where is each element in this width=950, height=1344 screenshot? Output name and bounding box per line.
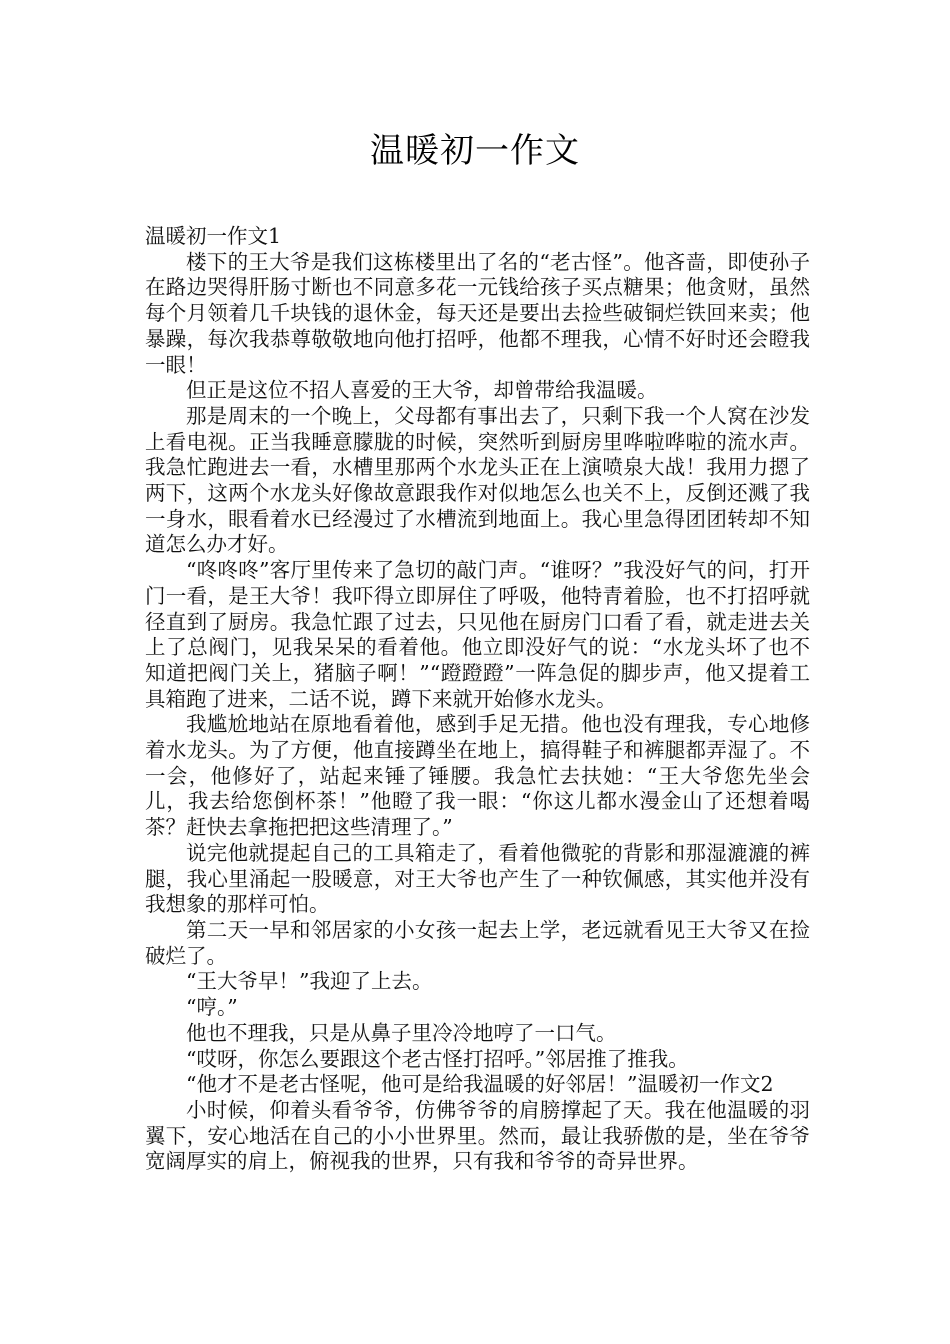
paragraph: “他才不是老古怪呢，他可是给我温暖的好邻居！”温暖初一作文2 xyxy=(186,1072,774,1097)
paragraph: 那是周末的一个晚上，父母都有事出去了，只剩下我一个人窝在沙发上看电视。正当我睡意朦胧的时候，突然听到厨房里哗啦哗啦的流水声。我急忙跑进去一看，水槽里那两个水龙头正在上演喷泉大战！我用力摁了两下，这两个水龙头好像故意跟我作对似地怎么也关不上，反倒还溅了我一身水，眼看着水已经漫过了水槽流到地面上。我心里急得团团转却不知道怎么办才好。 xyxy=(145,403,810,557)
paragraph: 楼下的王大爷是我们这栋楼里出了名的“老古怪”。他吝啬，即使孙子在路边哭得肝肠寸断也不同意多花一元钱给孩子买点糖果；他贪财，虽然每个月领着几千块钱的退休金，每天还是要出去捡些破铜烂铁回来卖；他暴躁，每次我恭尊敬敬地向他打招呼，他都不理我，心情不好时还会瞪我一眼！ xyxy=(145,249,810,377)
paragraph: 第二天一早和邻居家的小女孩一起去上学，老远就看见王大爷又在捡破烂了。 xyxy=(145,917,810,968)
paragraph: 我尴尬地站在原地看着他，感到手足无措。他也没有理我，专心地修着水龙头。为了方便，他直接蹲坐在地上，搞得鞋子和裤腿都弄湿了。不一会，他修好了，站起来锤了锤腰。我急忙去扶她：“王大爷您先坐会儿，我去给您倒杯茶！”他瞪了我一眼：“你这儿都水漫金山了还想着喝茶？赶快去拿拖把把这些清理了。” xyxy=(145,712,810,840)
paragraph: 他也不理我，只是从鼻子里冷冷地哼了一口气。 xyxy=(186,1020,617,1045)
page-title: 温暖初一作文 xyxy=(370,131,580,171)
article-body xyxy=(145,224,810,1175)
paragraph: “王大爷早！”我迎了上去。 xyxy=(186,969,433,994)
section-heading: 温暖初一作文1 xyxy=(145,224,282,248)
paragraph: “哎呀，你怎么要跟这个老古怪打招呼。”邻居推了推我。 xyxy=(186,1046,689,1071)
paragraph: “咚咚咚”客厅里传来了急切的敲门声。“谁呀？”我没好气的问，打开门一看，是王大爷！我吓得立即屏住了呼吸，他特青着脸，也不打招呼就径直到了厨房。我急忙跟了过去，只见他在厨房门口看了看，就走进去关上了总阀门，见我呆呆的看着他。他立即没好气的说：“水龙头坏了也不知道把阀门关上，猪脑子啊！”“蹬蹬蹬”一阵急促的脚步声，他又提着工具箱跑了进来，二话不说，蹲下来就开始修水龙头。 xyxy=(145,558,810,711)
paragraph: 说完他就提起自己的工具箱走了，看着他微驼的背影和那湿漉漉的裤腿，我心里涌起一股暖意，对王大爷也产生了一种钦佩感，其实他并没有我想象的那样可怕。 xyxy=(145,840,810,917)
paragraph: “哼。” xyxy=(186,995,238,1020)
paragraph: 但正是这位不招人喜爱的王大爷，却曾带给我温暖。 xyxy=(186,378,658,403)
paragraph: 小时候，仰着头看爷爷，仿佛爷爷的肩膀撑起了天。我在他温暖的羽翼下，安心地活在自己的小小世界里。然而，最让我骄傲的是，坐在爷爷宽阔厚实的肩上，俯视我的世界，只有我和爷爷的奇异世界。 xyxy=(145,1097,810,1174)
